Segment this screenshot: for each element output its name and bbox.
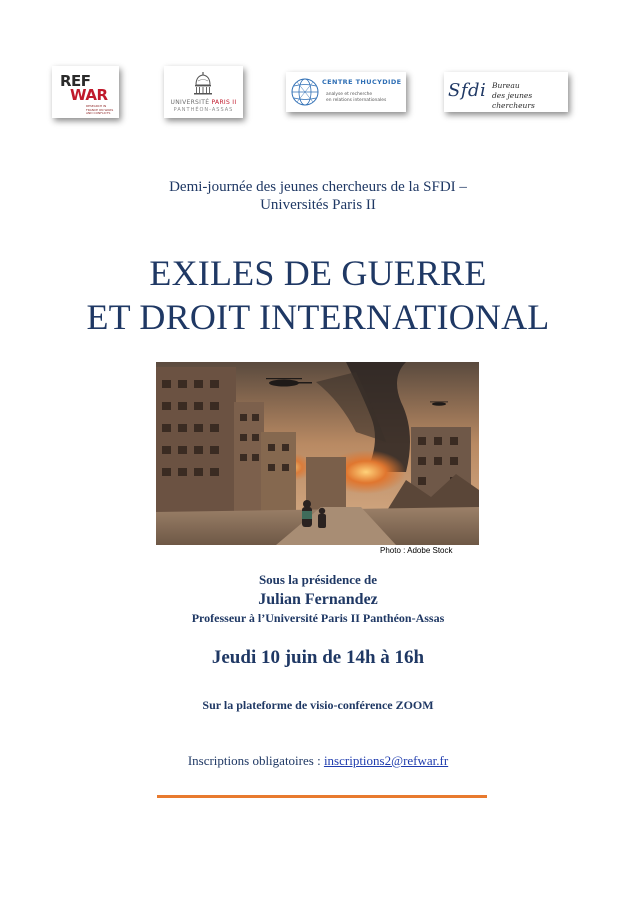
globe-icon bbox=[289, 76, 321, 108]
president-name: Julian Fernandez bbox=[258, 591, 378, 608]
registration-line bbox=[0, 753, 636, 769]
war-ruins-illustration bbox=[156, 362, 479, 545]
event-platform: Sur la plateforme de visio-conférence ZOOM bbox=[202, 698, 434, 712]
sfdi-logo bbox=[444, 72, 568, 112]
event-date: Jeudi 10 juin de 14h à 16h bbox=[211, 647, 425, 668]
war-ruins-photo bbox=[156, 362, 479, 545]
title-line-2: ET DROIT INTERNATIONAL bbox=[86, 297, 550, 337]
sfdi-logo-sub: Bureau des jeunes chercheurs bbox=[492, 81, 535, 110]
subtitle-line-2: Universités Paris II bbox=[260, 197, 376, 213]
refwar-logo-tagline: RESEARCH IN FRANCE ON WARS AND CONFLICTS bbox=[86, 104, 114, 116]
partner-logos bbox=[0, 64, 636, 124]
photo-credit: Photo : Adobe Stock bbox=[380, 546, 453, 555]
refwar-logo-text-2: WAR bbox=[70, 86, 108, 104]
registration-label: Inscriptions obligatoires : bbox=[187, 753, 324, 768]
orange-divider bbox=[157, 795, 487, 798]
thucydide-logo-title: CENTRE THUCYDIDE bbox=[322, 78, 402, 86]
refwar-logo-text-1: REF bbox=[60, 72, 91, 90]
title-line-1: EXILES DE GUERRE bbox=[149, 253, 487, 293]
presidence-label: Sous la présidence de bbox=[258, 572, 378, 587]
event-title bbox=[0, 251, 636, 339]
subtitle-line-1: Demi-journée des jeunes chercheurs de la SFDI – bbox=[169, 179, 467, 195]
pantheon-dome-icon bbox=[191, 72, 215, 96]
universite-paris-2-logo bbox=[164, 66, 243, 118]
paris-2-logo-sub: PANTHÉON-ASSAS bbox=[173, 107, 234, 113]
sfdi-logo-mark: Sfdi bbox=[448, 80, 487, 101]
event-subtitle bbox=[0, 178, 636, 214]
refwar-logo bbox=[52, 66, 119, 118]
thucydide-logo-sub: analyse et recherche en relations internationales bbox=[326, 92, 387, 103]
president-role: Professeur à l’Université Paris II Panthéon-Assas bbox=[191, 611, 445, 625]
paris-2-logo-name: UNIVERSITÉ PARIS II bbox=[170, 99, 237, 106]
centre-thucydide-logo bbox=[286, 72, 406, 112]
registration-email-link[interactable]: inscriptions2@refwar.fr bbox=[323, 753, 449, 768]
